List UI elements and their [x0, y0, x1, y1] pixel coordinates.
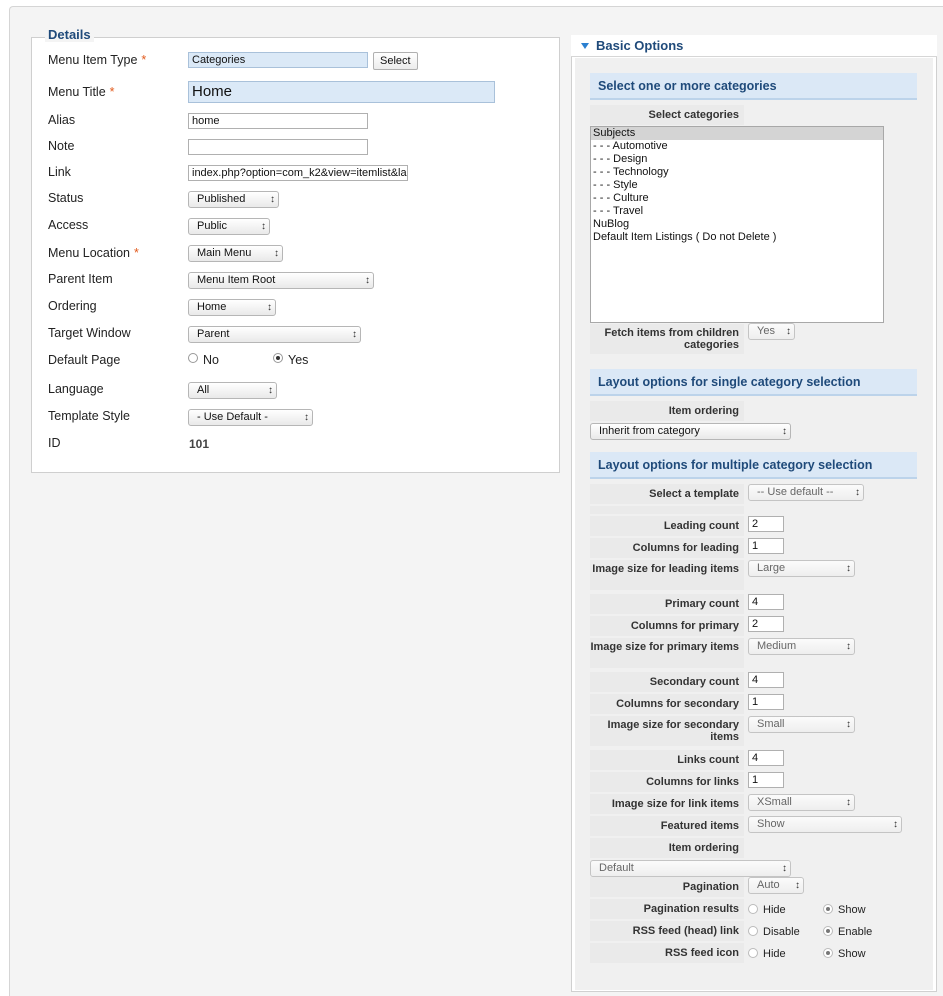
links-count-label: Links count [590, 750, 744, 770]
menu-item-type-label: Menu Item Type * [48, 53, 147, 67]
template-style-label: Template Style [48, 409, 130, 423]
columns-leading-label: Columns for leading [590, 538, 744, 558]
rss-feed-link-enable-radio[interactable] [823, 926, 833, 936]
basic-options-title[interactable]: Basic Options [596, 38, 684, 53]
primary-count-label: Primary count [590, 594, 744, 614]
note-label: Note [48, 139, 75, 153]
fetch-children-label: Fetch items from children categories [590, 324, 744, 354]
category-option[interactable]: - - - Culture [593, 192, 649, 204]
links-count-input[interactable]: 4 [748, 750, 784, 766]
rss-feed-icon-hide-label: Hide [763, 948, 786, 960]
parent-item-select[interactable]: Menu Item Root ↕ [188, 272, 374, 289]
pagination-results-hide-label: Hide [763, 904, 786, 916]
single-category-section-header: Layout options for single category selection [590, 369, 917, 396]
multi-item-ordering-label: Item ordering [590, 838, 744, 858]
image-size-links-label: Image size for link items [590, 794, 744, 814]
columns-links-label: Columns for links [590, 772, 744, 792]
image-size-secondary-select[interactable]: Small ↕ [748, 716, 855, 733]
id-value: 101 [189, 437, 210, 451]
default-page-label: Default Page [48, 353, 121, 367]
rss-feed-icon-label: RSS feed icon [590, 943, 744, 963]
featured-items-select[interactable]: Show ↕ [748, 816, 902, 833]
category-option[interactable]: NuBlog [593, 218, 630, 230]
columns-primary-label: Columns for primary [590, 616, 744, 636]
select-template-select[interactable]: -- Use default -- ↕ [748, 484, 864, 501]
note-field[interactable] [188, 139, 368, 155]
fetch-children-select[interactable]: Yes ↕ [748, 323, 795, 340]
columns-links-input[interactable]: 1 [748, 772, 784, 788]
pagination-results-label: Pagination results [590, 899, 744, 919]
category-option[interactable]: - - - Design [593, 153, 648, 165]
columns-secondary-label: Columns for secondary [590, 694, 744, 714]
parent-item-label: Parent Item [48, 272, 113, 286]
primary-count-input[interactable]: 4 [748, 594, 784, 610]
pagination-select[interactable]: Auto ↕ [748, 877, 804, 894]
image-size-primary-select[interactable]: Medium ↕ [748, 638, 855, 655]
access-label: Access [48, 218, 89, 232]
pagination-label: Pagination [590, 877, 744, 897]
details-legend: Details [45, 27, 94, 42]
select-type-button[interactable]: Select [373, 52, 418, 70]
status-select[interactable]: Published ↕ [188, 191, 279, 208]
categories-listbox[interactable] [590, 126, 884, 323]
leading-count-input[interactable]: 2 [748, 516, 784, 532]
select-template-label: Select a template [590, 484, 744, 504]
secondary-count-input[interactable]: 4 [748, 672, 784, 688]
menu-title-field[interactable]: Home [188, 81, 495, 103]
select-categories-label: Select categories [590, 105, 744, 125]
collapse-triangle-icon[interactable] [581, 43, 589, 49]
columns-primary-input[interactable]: 2 [748, 616, 784, 632]
columns-leading-input[interactable]: 1 [748, 538, 784, 554]
featured-items-label: Featured items [590, 816, 744, 836]
target-window-label: Target Window [48, 326, 131, 340]
link-field[interactable]: index.php?option=com_k2&view=itemlist&la [188, 165, 408, 181]
default-page-no-radio[interactable] [188, 353, 198, 363]
category-option[interactable]: - - - Technology [593, 166, 669, 178]
rss-feed-link-disable-label: Disable [763, 926, 800, 938]
pagination-results-show-label: Show [838, 904, 866, 916]
categories-section-header: Select one or more categories [590, 73, 917, 100]
image-size-secondary-label: Image size for secondary items [590, 716, 744, 746]
single-item-ordering-label: Item ordering [590, 401, 744, 421]
menu-title-label: Menu Title * [48, 85, 115, 99]
ordering-select[interactable]: Home ↕ [188, 299, 276, 316]
rss-feed-icon-show-label: Show [838, 948, 866, 960]
category-option[interactable]: - - - Travel [593, 205, 644, 217]
access-select[interactable]: Public ↕ [188, 218, 270, 235]
category-option[interactable]: Subjects [591, 127, 883, 140]
status-label: Status [48, 191, 84, 205]
rss-feed-link-disable-radio[interactable] [748, 926, 758, 936]
multi-category-section-header: Layout options for multiple category selection [590, 452, 917, 479]
pagination-results-show-radio[interactable] [823, 904, 833, 914]
language-label: Language [48, 382, 104, 396]
alias-field[interactable]: home [188, 113, 368, 129]
alias-label: Alias [48, 113, 76, 127]
language-select[interactable]: All ↕ [188, 382, 277, 399]
id-label: ID [48, 436, 61, 450]
rss-feed-link-enable-label: Enable [838, 926, 873, 938]
rss-feed-link-label: RSS feed (head) link [590, 921, 744, 941]
rss-feed-icon-show-radio[interactable] [823, 948, 833, 958]
menu-location-label: Menu Location * [48, 246, 139, 260]
default-page-yes-label: Yes [288, 353, 309, 367]
leading-count-label: Leading count [590, 516, 744, 536]
category-option[interactable]: - - - Automotive [593, 140, 668, 152]
default-page-yes-radio[interactable] [273, 353, 283, 363]
category-option[interactable]: Default Item Listings ( Do not Delete ) [593, 231, 777, 243]
ordering-label: Ordering [48, 299, 97, 313]
single-item-ordering-select[interactable]: Inherit from category ↕ [590, 423, 791, 440]
image-size-links-select[interactable]: XSmall ↕ [748, 794, 855, 811]
pagination-results-hide-radio[interactable] [748, 904, 758, 914]
row-spacer [590, 506, 744, 514]
multi-item-ordering-select[interactable]: Default ↕ [590, 860, 791, 877]
menu-location-select[interactable]: Main Menu ↕ [188, 245, 283, 262]
image-size-primary-label: Image size for primary items [590, 638, 744, 668]
category-option[interactable]: - - - Style [593, 179, 638, 191]
default-page-no-label: No [203, 353, 219, 367]
link-label: Link [48, 165, 71, 179]
columns-secondary-input[interactable]: 1 [748, 694, 784, 710]
target-window-select[interactable]: Parent ↕ [188, 326, 361, 343]
template-style-select[interactable]: - Use Default - ↕ [188, 409, 313, 426]
rss-feed-icon-hide-radio[interactable] [748, 948, 758, 958]
image-size-leading-select[interactable]: Large ↕ [748, 560, 855, 577]
secondary-count-label: Secondary count [590, 672, 744, 692]
image-size-leading-label: Image size for leading items [590, 560, 744, 590]
menu-item-type-field[interactable]: Categories [188, 52, 368, 68]
